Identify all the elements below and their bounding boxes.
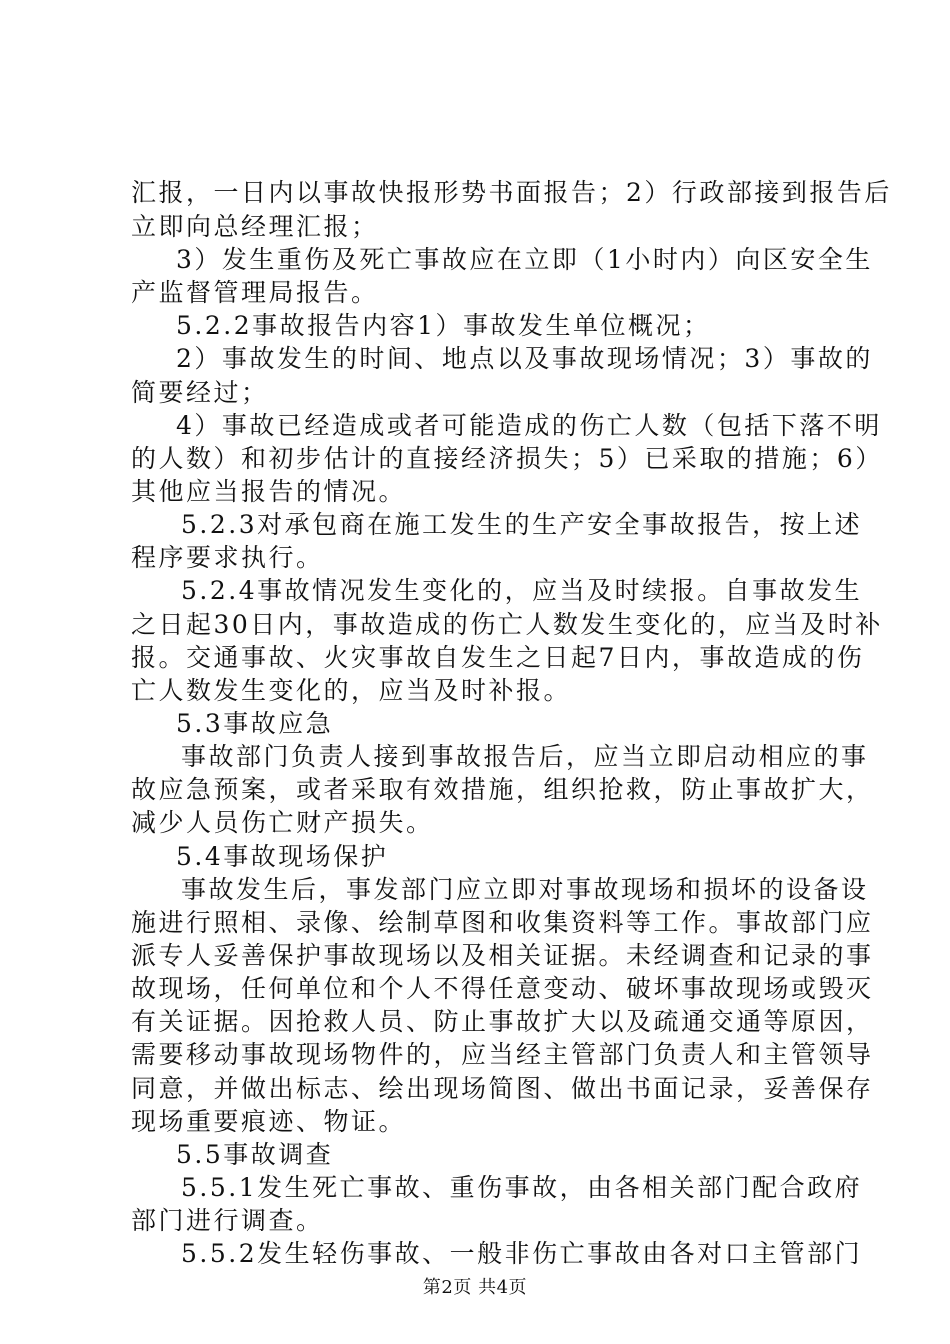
text-line: 的人数）和初步估计的直接经济损失；5）已采取的措施；6）	[131, 444, 883, 473]
text-line: 4）事故已经造成或者可能造成的伤亡人数（包括下落不明	[176, 411, 882, 440]
text-line: 5.2.3对承包商在施工发生的生产安全事故报告，按上述	[181, 510, 863, 539]
text-line: 事故发生后，事发部门应立即对事故现场和损坏的设备设	[181, 875, 869, 904]
text-line: 简要经过；	[131, 378, 269, 407]
text-line: 2）事故发生的时间、地点以及事故现场情况；3）事故的	[176, 344, 873, 373]
text-line: 有关证据。因抢救人员、防止事故扩大以及疏通交通等原因，	[131, 1007, 874, 1036]
text-line: 派专人妥善保护事故现场以及相关证据。未经调查和记录的事	[131, 941, 874, 970]
text-line: 5.2.2事故报告内容1）事故发生单位概况；	[176, 311, 711, 340]
text-line: 同意，并做出标志、绘出现场简图、做出书面记录，妥善保存	[131, 1074, 874, 1103]
text-line: 其他应当报告的情况。	[131, 477, 407, 506]
text-line: 3）发生重伤及死亡事故应在立即（1小时内）向区安全生	[176, 245, 873, 274]
text-line: 5.5.1发生死亡事故、重伤事故，由各相关部门配合政府	[181, 1173, 863, 1202]
text-line: 程序要求执行。	[131, 543, 324, 572]
text-line: 需要移动事故现场物件的，应当经主管部门负责人和主管领导	[131, 1040, 874, 1069]
text-line: 5.2.4事故情况发生变化的，应当及时续报。自事故发生	[181, 576, 863, 605]
text-line: 汇报，一日内以事故快报形势书面报告；2）行政部接到报告后	[131, 178, 892, 207]
text-line: 故应急预案，或者采取有效措施，组织抢救，防止事故扩大，	[131, 775, 874, 804]
text-line: 部门进行调查。	[131, 1206, 324, 1235]
text-line: 减少人员伤亡财产损失。	[131, 808, 434, 837]
text-line: 5.5.2发生轻伤事故、一般非伤亡事故由各对口主管部门	[181, 1239, 863, 1268]
section-heading: 5.3事故应急	[176, 709, 334, 738]
text-line: 现场重要痕迹、物证。	[131, 1107, 407, 1136]
text-line: 之日起30日内，事故造成的伤亡人数发生变化的，应当及时补	[131, 610, 883, 639]
text-line: 施进行照相、录像、绘制草图和收集资料等工作。事故部门应	[131, 908, 874, 937]
text-line: 亡人数发生变化的，应当及时补报。	[131, 676, 572, 705]
text-line: 故现场，任何单位和个人不得任意变动、破坏事故现场或毁灭	[131, 974, 874, 1003]
text-line: 立即向总经理汇报；	[131, 212, 379, 241]
text-line: 事故部门负责人接到事故报告后，应当立即启动相应的事	[181, 742, 869, 771]
page-footer: 第2页 共4页	[422, 1277, 528, 1298]
section-heading: 5.5事故调查	[176, 1140, 334, 1169]
text-line: 报。交通事故、火灾事故自发生之日起7日内，事故造成的伤	[131, 643, 865, 672]
section-heading: 5.4事故现场保护	[176, 842, 389, 871]
text-line: 产监督管理局报告。	[131, 278, 379, 307]
